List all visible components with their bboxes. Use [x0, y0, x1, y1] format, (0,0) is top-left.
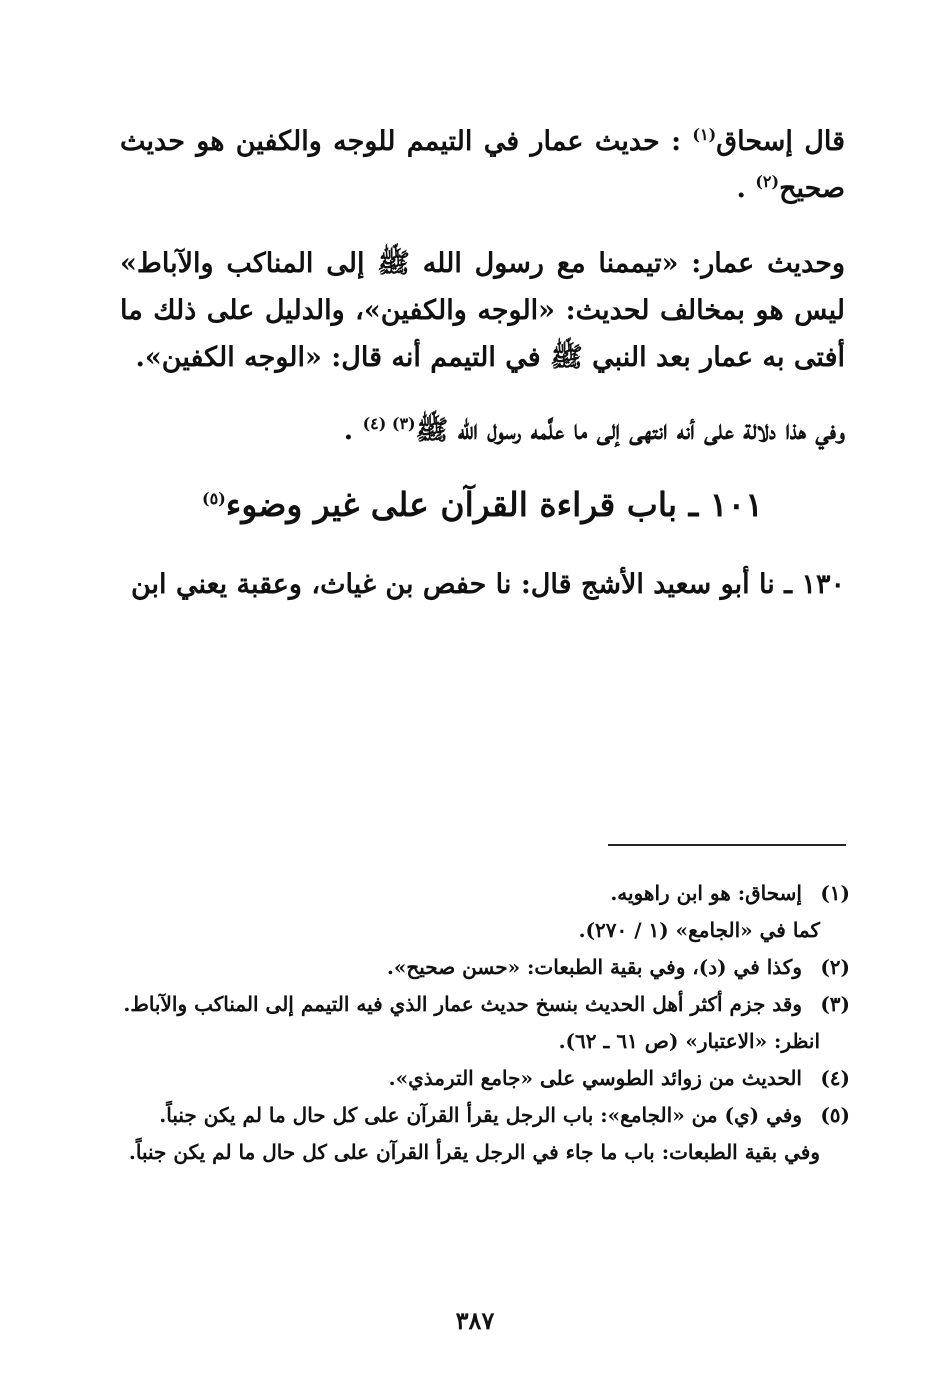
- paragraph-text: : حديث عمار في التيمم للوجه والكفين هو حديث صحيح: [120, 126, 845, 204]
- footnote-item: [120, 949, 850, 986]
- footnote-item: [120, 986, 850, 1023]
- footnote-item: [120, 875, 850, 912]
- footnote-text: الحديث من زوائد الطوسي على «جامع الترمذي».: [388, 1066, 802, 1090]
- footnote-item: [120, 1097, 850, 1134]
- paragraph-text: .: [736, 173, 756, 204]
- paragraph-text: وفي هذا دلالة على أنه انتهى إلى ما علَّمه رسول الله ﷺ: [415, 415, 845, 446]
- footnote-number: (١): [820, 881, 850, 905]
- footnote-number: (٢): [820, 955, 850, 979]
- footnote-ref[interactable]: (٢): [755, 172, 780, 191]
- hadith-paragraph: ١٣٠ ـ نا أبو سعيد الأشج قال: نا حفص بن غياث، وعقبة يعني ابن: [130, 569, 845, 600]
- footnote-item: [120, 1023, 850, 1060]
- footnote-ref[interactable]: (٣) (٤): [362, 414, 416, 433]
- footnote-number: (٥): [820, 1103, 850, 1127]
- heading-text: ١٠١ ـ باب قراءة القرآن على غير وضوء: [225, 485, 763, 524]
- footnote-text: وكذا في (د)، وفي بقية الطبعات: «حسن صحيح».: [386, 955, 802, 979]
- footnote-item: [120, 912, 850, 949]
- footnote-ref[interactable]: (١): [692, 125, 717, 144]
- footnote-text: وقد جزم أكثر أهل الحديث بنسخ حديث عمار الذي فيه التيمم إلى المناكب والآباط.: [123, 992, 802, 1016]
- paragraph-conclusion: [120, 407, 845, 454]
- paragraph-text: .: [343, 415, 363, 446]
- footnote-text: انظر: «الاعتبار» (ص ٦١ ـ ٦٢).: [558, 1029, 820, 1053]
- footnote-text: وفي (ي) من «الجامع»: باب الرجل يقرأ القرآن على كل حال ما لم يكن جنباً.: [159, 1103, 802, 1127]
- footnote-text: وفي بقية الطبعات: باب ما جاء في الرجل يقرأ القرآن على كل حال ما لم يكن جنباً.: [128, 1140, 820, 1164]
- footnotes-section: [120, 875, 850, 1171]
- footnote-text: كما في «الجامع» (١ / ٢٧٠).: [578, 918, 820, 942]
- paragraph-ammar: وحديث عمار: «تيممنا مع رسول الله ﷺ إلى المناكب والآباط» ليس هو بمخالف لحديث: «الوجه والكفين»، والدليل على ذلك ما أفتى به عمار بعد النبي ﷺ في التيمم أنه قال: «الوجه الكفين».: [120, 248, 845, 373]
- footnote-separator: [608, 844, 846, 846]
- paragraph-ishaq: [120, 118, 845, 212]
- footnote-text: إسحاق: هو ابن راهويه.: [610, 881, 802, 905]
- footnote-item: [120, 1134, 850, 1171]
- footnote-ref[interactable]: (٥): [202, 489, 226, 508]
- page-number: ٣٨٧: [455, 1306, 495, 1335]
- chapter-heading: [120, 480, 845, 530]
- footnote-number: (٣): [820, 992, 850, 1016]
- paragraph-text: قال إسحاق: [716, 126, 845, 157]
- footnote-item: [120, 1060, 850, 1097]
- footnote-number: (٤): [820, 1066, 850, 1090]
